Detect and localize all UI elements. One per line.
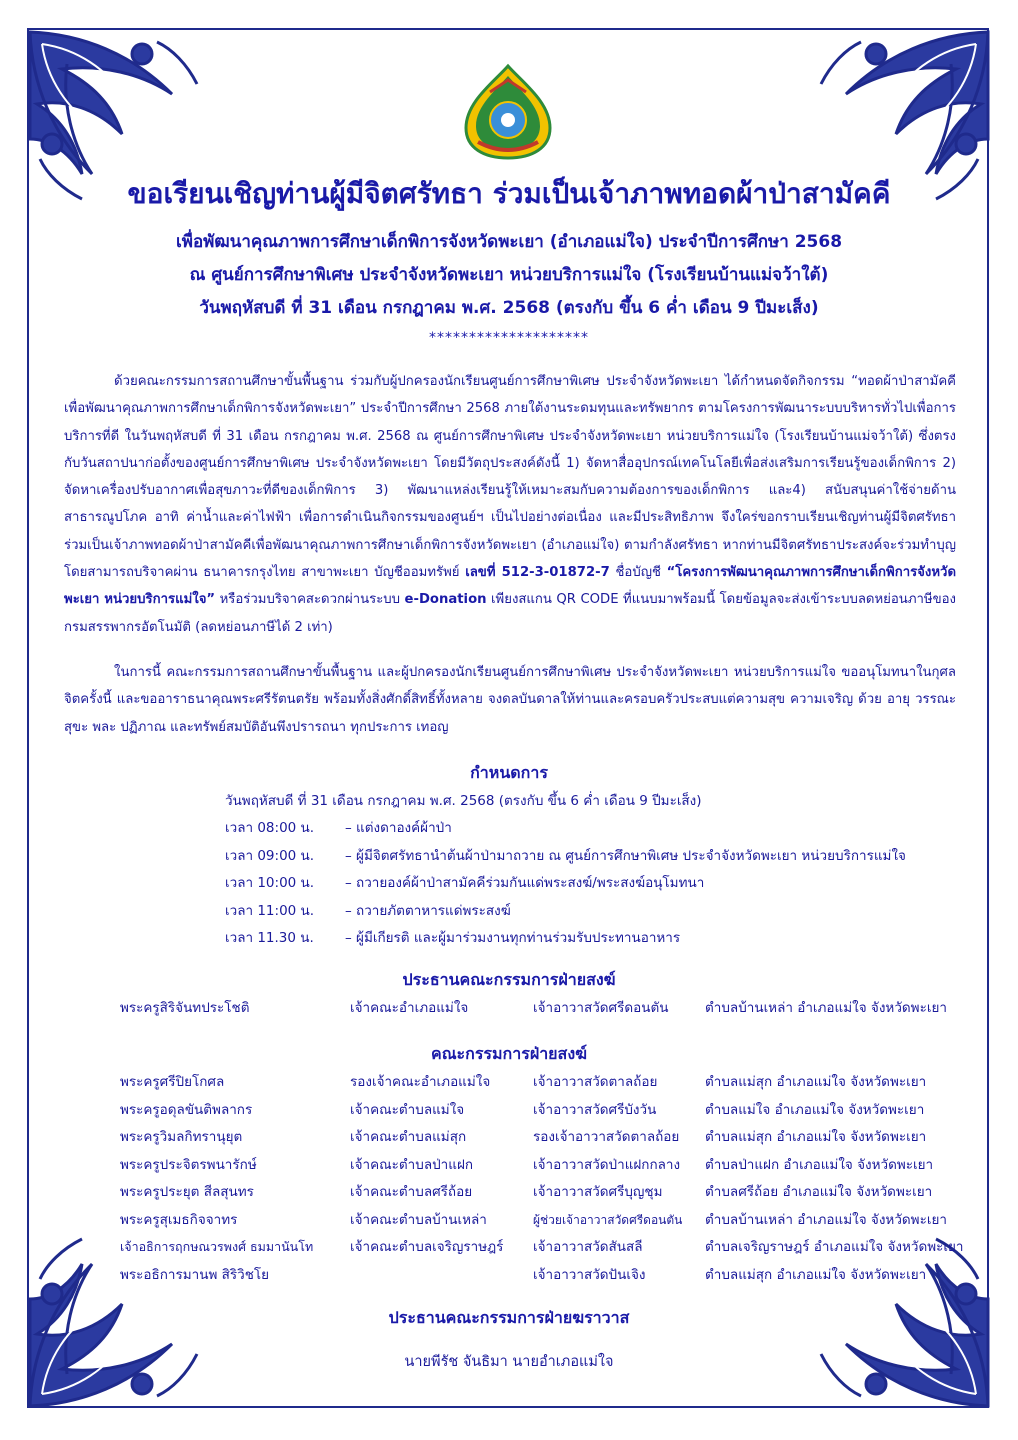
monk-row (120, 1181, 980, 1209)
schedule (225, 790, 955, 955)
schedule-row (225, 872, 955, 900)
monk-address: ตำบลป่าแฝก อำเภอแม่ใจ จังหวัดพะเยา (705, 1156, 934, 1173)
subtitle-venue: ณ ศูนย์การศึกษาพิเศษ ประจำจังหวัดพะเยา หน่วยบริการแม่ใจ (โรงเรียนบ้านแม่จว้าใต้) (189, 265, 829, 285)
e-donation-label: e-Donation (404, 592, 487, 608)
monk-abbot: รองเจ้าอาวาสวัดตาลถ้อย (533, 1129, 680, 1145)
p1-text-c: หรือร่วมบริจาคสะดวกผ่านระบบ (215, 592, 405, 608)
schedule-activity: – ถวายองค์ผ้าป่าสามัคคีร่วมกันแด่พระสงฆ์/พระสงฆ์อนุโมทนา (345, 875, 705, 891)
monk-abbot: เจ้าอาวาสวัดตาลถ้อย (533, 1074, 658, 1090)
schedule-row (225, 845, 955, 873)
monk-row (120, 1071, 980, 1099)
schedule-row (225, 927, 955, 955)
monk-abbot: เจ้าอาวาสวัดสันสลี (533, 1239, 643, 1255)
monk-name: พระครูสุเมธกิจจาทร (120, 1211, 238, 1228)
monk-abbot: เจ้าอาวาสวัดปันเจิง (533, 1266, 646, 1283)
monk-name: พระอธิการมานพ สิริวิชโย (120, 1266, 270, 1283)
schedule-time: เวลา 08:00 น. (225, 820, 315, 836)
account-number: เลขที่ 512-3-01872-7 (465, 565, 610, 581)
monk-rank: เจ้าคณะตำบลป่าแฝก (350, 1156, 474, 1173)
monk-chair-title: ประธานคณะกรรมการฝ่ายสงฆ์ (402, 970, 616, 989)
monk-rank: เจ้าคณะตำบลบ้านเหล่า (350, 1211, 487, 1228)
monk-address: ตำบลบ้านเหล่า อำเภอแม่ใจ จังหวัดพะเยา (705, 1211, 947, 1228)
monk-address: ตำบลศรีถ้อย อำเภอแม่ใจ จังหวัดพะเยา (705, 1184, 933, 1200)
monk-rank: เจ้าคณะตำบลแม่ใจ (350, 1101, 465, 1118)
monk-name: พระครูวิมลกิทรานุยุต (120, 1129, 243, 1145)
monk-name: พระครูอดุลขันติพลากร (120, 1101, 253, 1118)
monk-row (120, 1126, 980, 1154)
account-name: “โครงการพัฒนาคุณภาพการศึกษาเด็กพิการจังหวัดพะเยา หน่วยบริการแม่ใจ” (64, 565, 957, 608)
monk-rank: เจ้าคณะตำบลแม่สุก (350, 1129, 467, 1145)
p1-text-a: ด้วยคณะกรรมการสถานศึกษาขั้นพื้นฐาน ร่วมกับผู้ปกครองนักเรียนศูนย์การศึกษาพิเศษ ประจำจังหวัดพะเยา ได้กำหนดจัดกิจกรรม “ทอดผ้าป่าสามัคคีเพื่อพัฒนาคุณภาพการศึกษาเด็กพิการจังหวัดพะเยา” ประจำปีการศึกษา 2568 ภายใต้งานระดมทุนและทรัพยากร ตามโครงการพัฒนาระบบบริหารทั่วไปเพื่อการบริการที่ดี ในวันพฤหัสบดี ที่ 31 เดือน กรกฎาคม พ.ศ. 2568 ณ ศูนย์การศึกษาพิเศษ ประจำจังหวัดพะเยา หน่วยบริการแม่ใจ (โรงเรียนบ้านแม่จว้าใต้) ซึ่งตรงกับวันสถาปนาก่อตั้งของศูนย์การศึกษาพิเศษ ประจำจังหวัดพะเยา โดยมีวัตถุประสงค์ดังนี้ 1) จัดหาสื่ออุปกรณ์เทคโนโลยีเพื่อส่งเสริมการเรียนรู้ของเด็กพิการ 2) จัดหาเครื่องปรับอากาศเพื่อสุขภาวะที่ดีของเด็กพิการ 3) พัฒนาแหล่งเรียนรู้ให้เหมาะสมกับความต้องการของเด็กพิการ และ4) สนับสนุนค่าใช้จ่ายด้านสาธารณูปโภค อาทิ ค่าน้ำและค่าไฟฟ้า เพื่อการดำเนินกิจกรรมของศูนย์ฯ เป็นไปอย่างต่อเนื่อง และมีประสิทธิภาพ จึงใคร่ขอกราบเรียนเชิญท่านผู้มีจิตศรัทธาร่วมเป็นเจ้าภาพทอดผ้าป่าสามัคคีเพื่อพัฒนาคุณภาพการศึกษาเด็กพิการจังหวัดพะเยา (อำเภอแม่ใจ) ตามกำลังศรัทธา หากท่านมีจิตศรัทธาประสงค์จะร่วมทำบุญ โดยสามารถบริจาคผ่าน ธนาคารกรุงไทย สาขาพะเยา บัญชีออมทรัพย์ (64, 374, 956, 581)
monk-row (120, 1154, 980, 1182)
monk-address: ตำบลแม่ใจ อำเภอแม่ใจ จังหวัดพะเยา (705, 1101, 925, 1118)
monk-name: พระครูประยุต สีลสุนทร (120, 1184, 254, 1200)
monk-address: ตำบลแม่สุก อำเภอแม่ใจ จังหวัดพะเยา (705, 1129, 927, 1145)
monk-rank: รองเจ้าคณะอำเภอแม่ใจ (350, 1074, 491, 1090)
monk-row (120, 1264, 980, 1292)
schedule-row (225, 817, 955, 845)
schedule-title: กำหนดการ (470, 763, 548, 782)
monk-row (120, 1236, 980, 1264)
monk-address: ตำบลเจริญราษฎร์ อำเภอแม่ใจ จังหวัดพะเยา (705, 1239, 964, 1255)
monk-address: ตำบลบ้านเหล่า อำเภอแม่ใจ จังหวัดพะเยา (705, 1000, 947, 1016)
lay-chair-title: ประธานคณะกรรมการฝ่ายฆราวาส (388, 1308, 630, 1327)
schedule-date: วันพฤหัสบดี ที่ 31 เดือน กรกฎาคม พ.ศ. 2568 (ตรงกับ ขึ้น 6 ค่ำ เดือน 9 ปีมะเส็ง) (225, 793, 702, 809)
monk-abbot: ผู้ช่วยเจ้าอาวาสวัดศรีดอนตัน (533, 1212, 683, 1227)
p1-text-b: ชื่อบัญชี (609, 565, 667, 581)
invitation-paragraph-2 (64, 659, 956, 741)
schedule-time: เวลา 10:00 น. (225, 875, 315, 891)
invitation-title: ขอเรียนเชิญท่านผู้มีจิตศรัทธา ร่วมเป็นเจ้าภาพทอดผ้าป่าสามัคคี (127, 177, 891, 210)
monk-name: พระครูศรีปิยโกศล (120, 1074, 225, 1090)
schedule-row (225, 900, 955, 928)
separator-stars: ******************** (429, 330, 589, 346)
subtitle-purpose: เพื่อพัฒนาคุณภาพการศึกษาเด็กพิการจังหวัดพะเยา (อำเภอแม่ใจ) ประจำปีการศึกษา 2568 (175, 232, 843, 252)
monk-name: เจ้าอธิการฤกษณวรพงศ์ ธมมานันโท (120, 1239, 314, 1254)
schedule-activity: – ถวายภัตตาหารแด่พระสงฆ์ (345, 902, 511, 919)
monk-rank: เจ้าคณะตำบลเจริญราษฎร์ (350, 1239, 504, 1255)
monk-row (120, 1099, 980, 1127)
monk-rank: เจ้าคณะอำเภอแม่ใจ (350, 1000, 469, 1016)
p2-text: ในการนี้ คณะกรรมการสถานศึกษาขั้นพื้นฐาน และผู้ปกครองนักเรียนศูนย์การศึกษาพิเศษ ประจำจังหวัดพะเยา หน่วยบริการแม่ใจ ขออนุโมทนาในกุศลจิตครั้งนี้ และขออาราธนาคุณพระศรีรัตนตรัย พร้อมทั้งสิ่งศักดิ์สิทธิ์ทั้งหลาย จงดลบันดาลให้ท่านและครอบครัวประสบแต่ความสุข ความเจริญ ด้วย อายุ วรรณะ สุขะ พละ ปฏิภาณ และทรัพย์สมบัติอันพึงปรารถนา ทุกประการ เทอญ (64, 665, 956, 735)
monk-abbot: เจ้าอาวาสวัดศรีบังวัน (533, 1101, 657, 1118)
monk-abbot: เจ้าอาวาสวัดศรีดอนตัน (533, 1000, 669, 1016)
monk-address: ตำบลแม่สุก อำเภอแม่ใจ จังหวัดพะเยา (705, 1074, 927, 1090)
schedule-time: เวลา 09:00 น. (225, 847, 315, 864)
monk-rank (350, 1264, 533, 1292)
invitation-paragraph-1 (64, 368, 956, 641)
monk-row (120, 997, 980, 1025)
schedule-activity: – ผู้มีจิตศรัทธานำต้นผ้าป่ามาถวาย ณ ศูนย์การศึกษาพิเศษ ประจำจังหวัดพะเยา หน่วยบริการแม่ใจ (345, 847, 906, 864)
monk-abbot: เจ้าอาวาสวัดศรีบุญชุม (533, 1184, 663, 1200)
lay-chair-name: นายพีรัช จันธิมา นายอำเภอแม่ใจ (404, 1354, 614, 1370)
schedule-time: เวลา 11.30 น. (225, 930, 314, 946)
schedule-activity: – แต่งดาองค์ผ้าป่า (345, 820, 452, 836)
monk-abbot: เจ้าอาวาสวัดป่าแฝกกลาง (533, 1156, 681, 1173)
schedule-time: เวลา 11:00 น. (225, 902, 315, 919)
monk-name: พระครูสิริจันทประโชติ (120, 1000, 250, 1016)
monk-address: ตำบลแม่สุก อำเภอแม่ใจ จังหวัดพะเยา (705, 1266, 927, 1283)
p1-text-d: เพียงสแกน QR CODE ที่แนบมาพร้อมนี้ โดยข้อมูลจะส่งเข้าระบบลดหย่อนภาษีของกรมสรรพากรอัตโนมัติ (ลดหย่อนภาษีได้ 2 เท่า) (64, 592, 956, 635)
monk-chair (120, 997, 980, 1025)
subtitle-date: วันพฤหัสบดี ที่ 31 เดือน กรกฎาคม พ.ศ. 2568 (ตรงกับ ขึ้น 6 ค่ำ เดือน 9 ปีมะเส็ง) (199, 298, 819, 318)
monk-name: พระครูประจิตรพนารักษ์ (120, 1156, 257, 1173)
school-logo (460, 62, 556, 162)
committee-list (120, 1071, 980, 1291)
schedule-activity: – ผู้มีเกียรติ และผู้มาร่วมงานทุกท่านร่วมรับประทานอาหาร (345, 930, 681, 946)
monk-rank: เจ้าคณะตำบลศรีถ้อย (350, 1184, 473, 1200)
monk-row (120, 1209, 980, 1237)
committee-title: คณะกรรมการฝ่ายสงฆ์ (430, 1044, 587, 1063)
